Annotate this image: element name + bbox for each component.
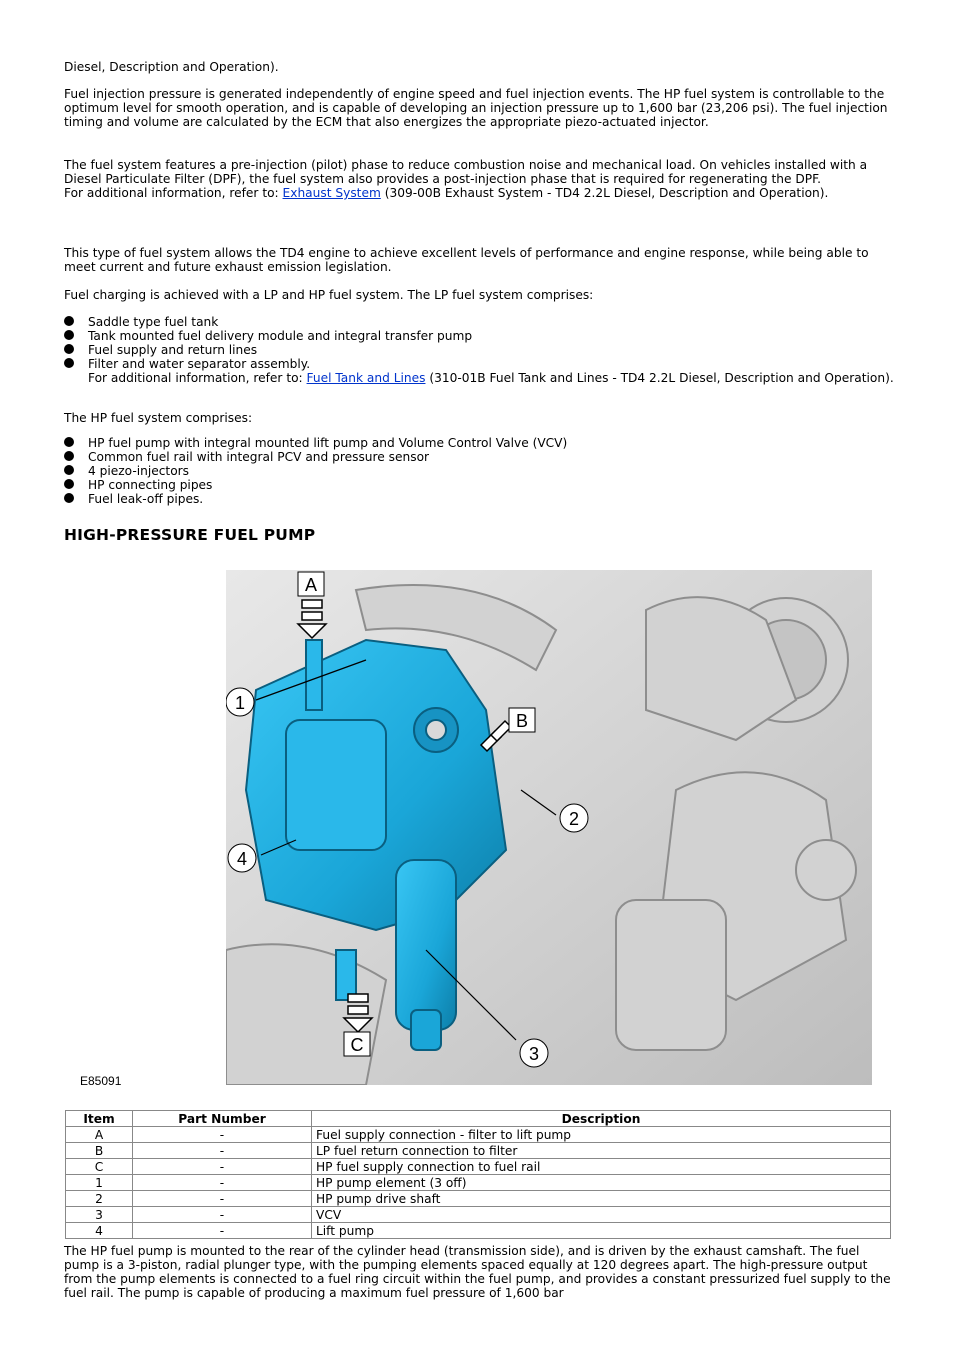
paragraph-pilot-text: The fuel system features a pre-injection (pilot) phase to reduce combustion noise and mechanical load. On vehicles installed with a Diesel Particulate Filter (DPF), the fuel system also provides a post-injection phase that is required for regenerating the DPF. [64, 158, 868, 186]
callout-c-label: C [350, 1035, 364, 1055]
table-row: 3 - VCV [66, 1207, 891, 1223]
list-item: Saddle type fuel tank [64, 315, 894, 329]
callout-4-label: 4 [236, 849, 248, 869]
table-row: A - Fuel supply connection - filter to lift pump [66, 1127, 891, 1143]
list-item: Tank mounted fuel delivery module and integral transfer pump [64, 329, 894, 343]
section-heading: HIGH-PRESSURE FUEL PUMP [64, 526, 316, 544]
list-item: Fuel leak-off pipes. [64, 492, 567, 506]
hp-system-list [64, 436, 567, 506]
paragraph-pilot-phase [64, 158, 894, 200]
parts-table [65, 1110, 891, 1239]
bullet-icon [64, 316, 74, 326]
paragraph-injection-pressure: Fuel injection pressure is generated independently of engine speed and fuel injection events. The HP fuel system is controllable to the optimum level for smooth operation, and is capable of developing an injection pressure up to 1,600 bar (23,206 psi). The fuel injection timing and volume are calculated by the ECM that also energizes the appropriate piezo-actuated injector. [64, 87, 888, 129]
table-row: 2 - HP pump drive shaft [66, 1191, 891, 1207]
table-row: 4 - Lift pump [66, 1223, 891, 1239]
exhaust-system-link[interactable]: Exhaust System [282, 186, 381, 200]
column-header: Part Number [133, 1111, 312, 1127]
callout-3-label: 3 [528, 1044, 540, 1064]
callout-b-label: B [515, 711, 529, 731]
paragraph-lp-intro: Fuel charging is achieved with a LP and HP fuel system. The LP fuel system comprises: [64, 288, 594, 302]
list-item: Fuel supply and return lines [64, 343, 894, 357]
bullet-icon [64, 330, 74, 340]
table-row: B - LP fuel return connection to filter [66, 1143, 891, 1159]
list-item: Common fuel rail with integral PCV and pressure sensor [64, 450, 567, 464]
callout-1-label: 1 [234, 693, 246, 713]
paragraph-performance: This type of fuel system allows the TD4 engine to achieve excellent levels of performance and engine response, while being able to meet current and future exhaust emission legislation. [64, 246, 869, 274]
list-item: Filter and water separator assembly. For additional information, refer to: Fuel Tank and Lines (310-01B Fuel Tank and Lines - TD4 2.2L Diesel, Description and Operation). [64, 357, 894, 385]
list-item: 4 piezo-injectors [64, 464, 567, 478]
callout-a-label: A [304, 575, 318, 595]
fuel-pump-figure [226, 570, 872, 1085]
bullet-icon [64, 437, 74, 447]
bullet-icon [64, 358, 74, 368]
bullet-icon [64, 465, 74, 475]
list-item: HP connecting pipes [64, 478, 567, 492]
lp-system-list [64, 315, 894, 385]
column-header: Item [66, 1111, 133, 1127]
paragraph-hp-intro: The HP fuel system comprises: [64, 411, 253, 425]
reference-exhaust: For additional information, refer to: Exhaust System (309-00B Exhaust System - TD4 2.2L Diesel, Description and Operation). [64, 186, 829, 200]
column-header: Description [312, 1111, 891, 1127]
bullet-icon [64, 451, 74, 461]
bullet-icon [64, 344, 74, 354]
figure-code-label: E85091 [80, 1074, 122, 1088]
callout-2-label: 2 [568, 809, 580, 829]
table-header-row [66, 1111, 891, 1127]
bullet-icon [64, 479, 74, 489]
bullet-icon [64, 493, 74, 503]
paragraph-intro: Diesel, Description and Operation). [64, 60, 279, 74]
fuel-tank-lines-link[interactable]: Fuel Tank and Lines [306, 371, 426, 385]
list-item: HP fuel pump with integral mounted lift pump and Volume Control Valve (VCV) [64, 436, 567, 450]
table-row: 1 - HP pump element (3 off) [66, 1175, 891, 1191]
table-row: C - HP fuel supply connection to fuel rail [66, 1159, 891, 1175]
paragraph-hp-pump: The HP fuel pump is mounted to the rear of the cylinder head (transmission side), and is driven by the exhaust camshaft. The fuel pump is a 3-piston, radial plunger type, with the pumping elements spaced equally at 120 degrees apart. The high-pressure output from the pump elements is connected to a fuel ring circuit within the fuel pump, and provides a constant pressurized fuel supply to the fuel rail. The pump is capable of producing a maximum fuel pressure of 1,600 bar [64, 1244, 891, 1300]
